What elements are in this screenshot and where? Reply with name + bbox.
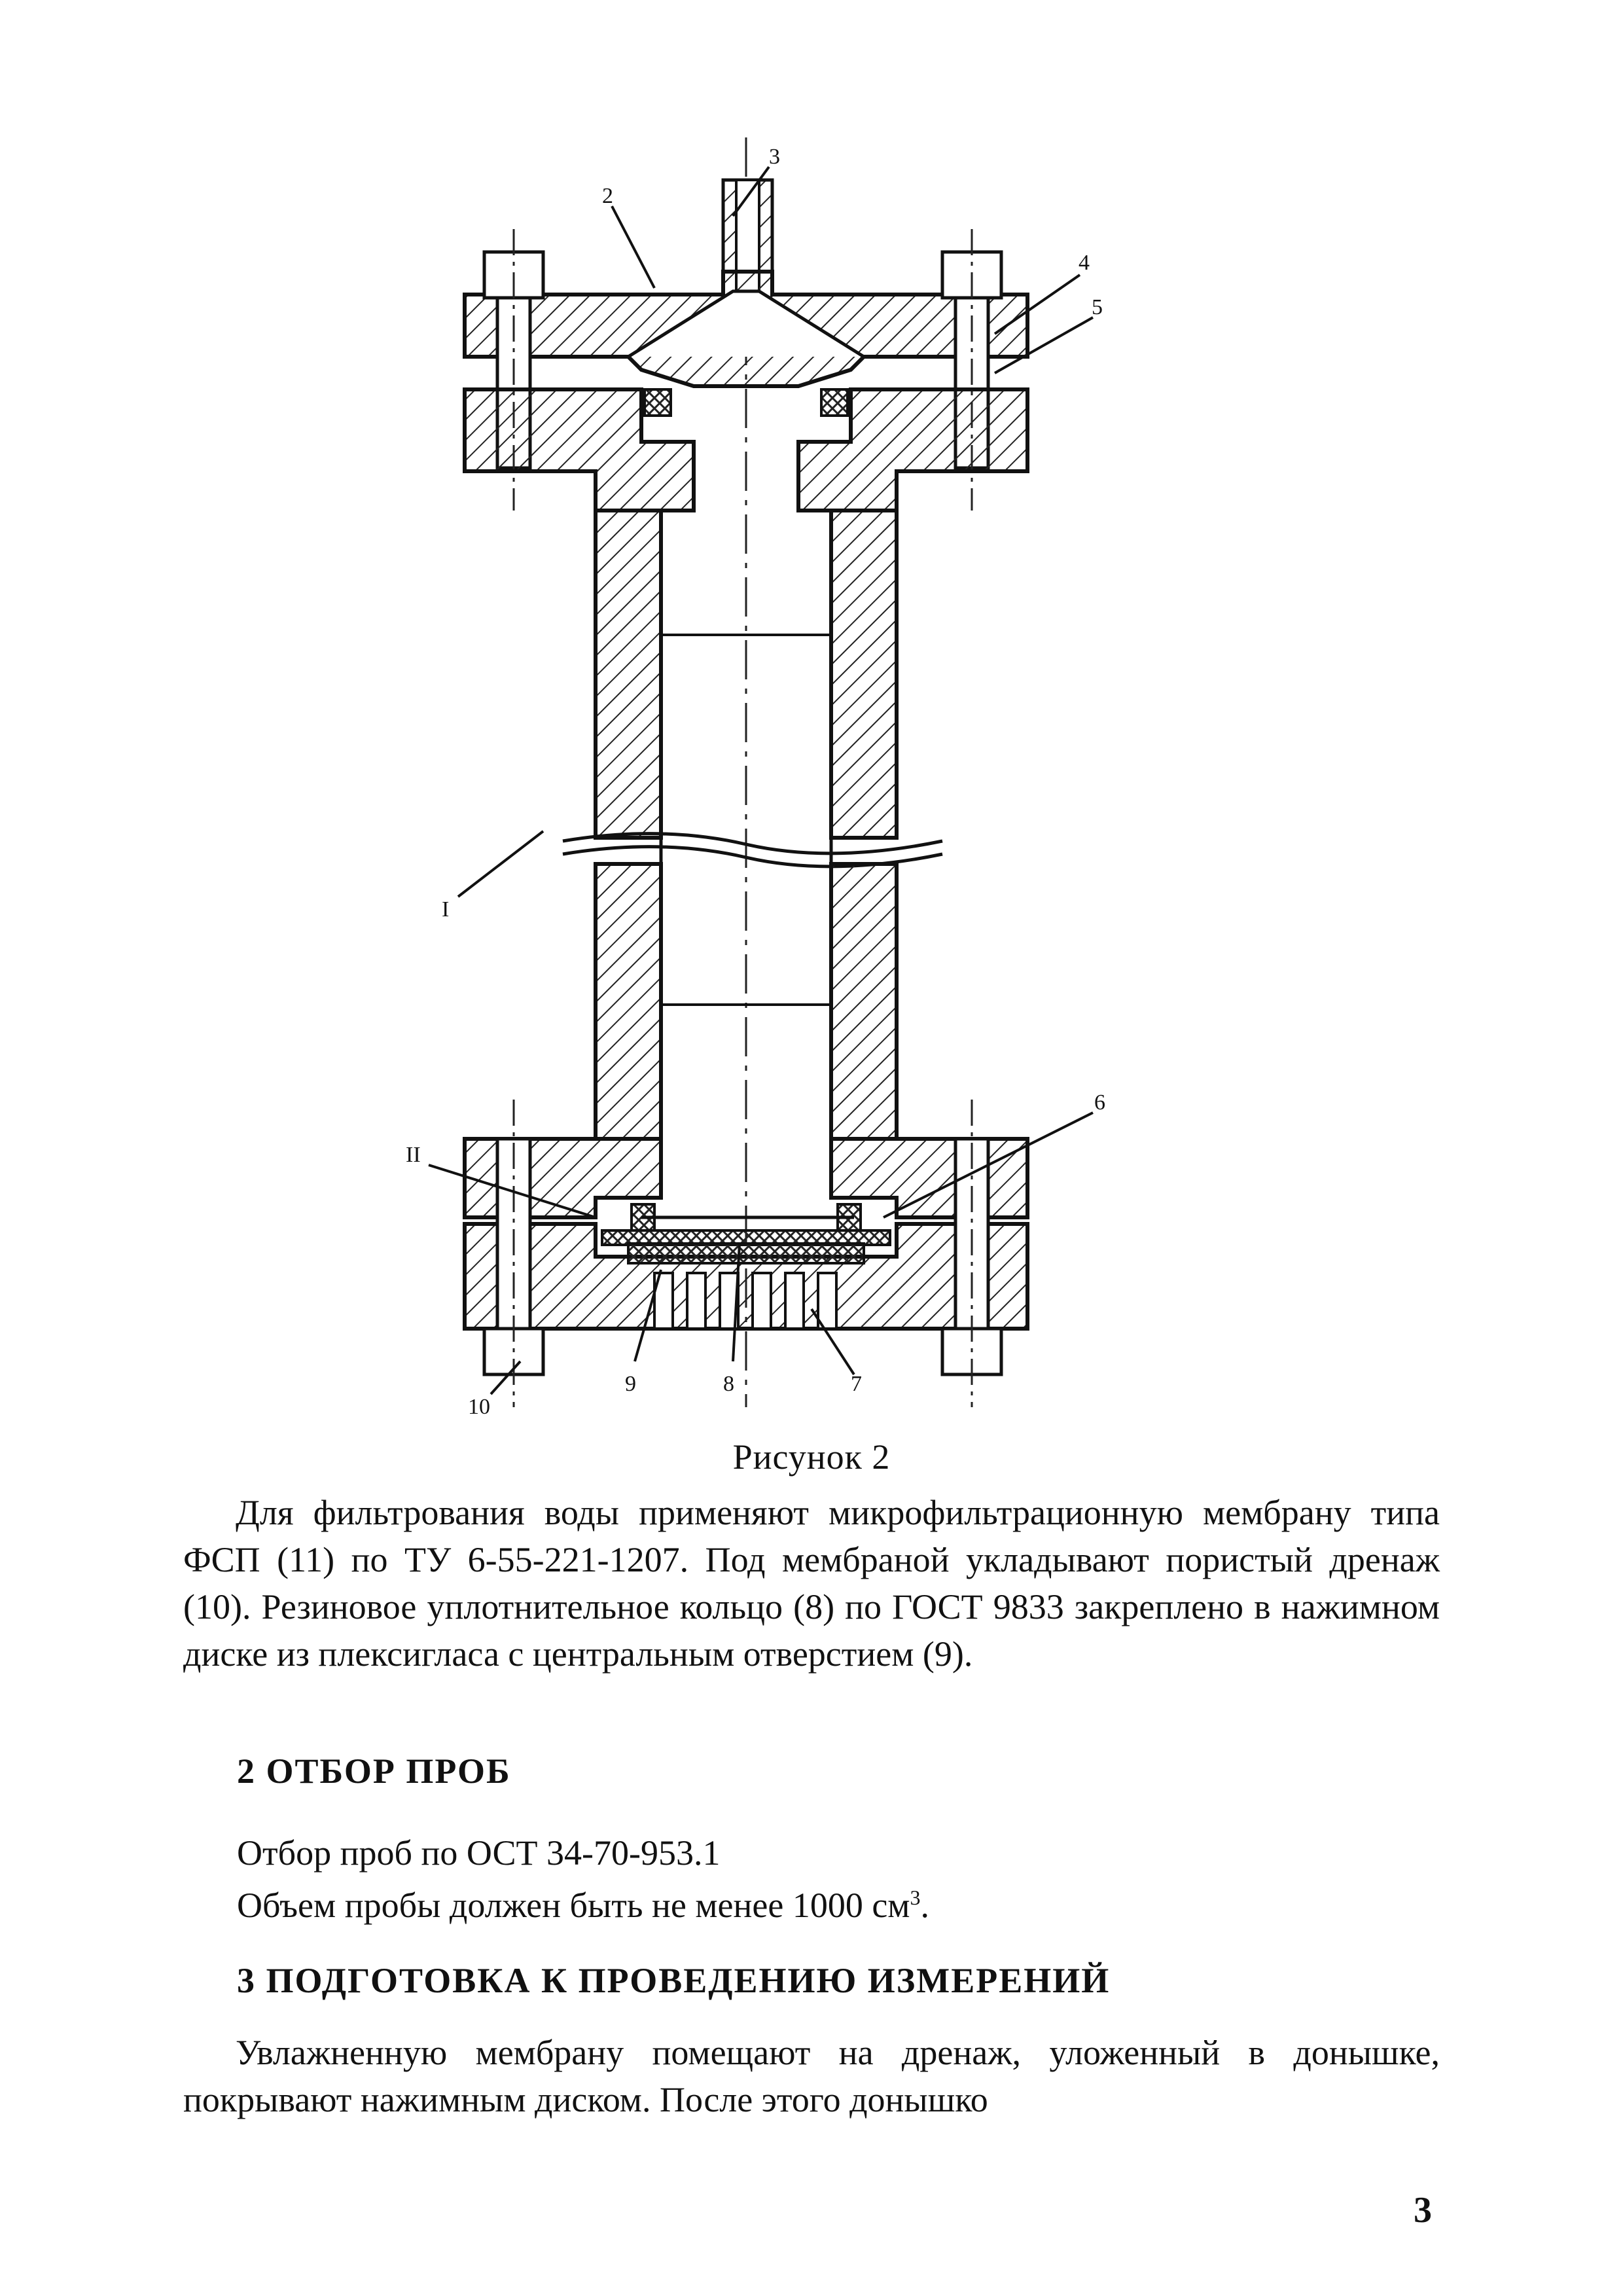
paragraph-preparation: Увлажненную мембрану помещают на дренаж, уложенный в донышке, покрывают нажимным диском. После этого донышко	[183, 2033, 1440, 2119]
heading-preparation: 3 ПОДГОТОВКА К ПРОВЕДЕНИЮ ИЗМЕРЕНИЙ	[237, 1961, 1111, 2000]
figure-caption: Рисунок 2	[732, 1437, 891, 1477]
heading-sampling: 2 ОТБОР ПРОБ	[237, 1751, 511, 1791]
label-8: 8	[723, 1372, 734, 1396]
unit-superscript: 3	[910, 1886, 921, 1909]
page-number: 3	[1414, 2190, 1432, 2231]
label-9: 9	[625, 1372, 636, 1396]
label-2: 2	[602, 184, 613, 208]
label-7: 7	[851, 1372, 862, 1396]
label-1: I	[442, 897, 450, 922]
label-4: 4	[1079, 251, 1090, 275]
label-11: II	[406, 1143, 421, 1167]
label-5: 5	[1092, 295, 1103, 319]
paragraph-filtration: Для фильтрования воды применяют микрофильтрационную мембрану типа ФСП (11) по ТУ 6-55-221-1207. Под мембраной укладывают пористый дренаж (10). Резиновое уплотнительное кольцо (8) по ГОСТ 9833 закреплено в нажимном диске из плексигласа с центральным отверстием (9).	[183, 1493, 1440, 1674]
sampling-line-2	[237, 1885, 929, 1926]
label-10: 10	[468, 1395, 490, 1419]
label-6: 6	[1094, 1090, 1105, 1115]
sampling-line-2-end: .	[920, 1886, 929, 1925]
sampling-line-1: Отбор проб по ОСТ 34-70-953.1	[237, 1833, 721, 1873]
sampling-line-2-text: Объем пробы должен быть не менее 1000 см	[237, 1886, 910, 1925]
technical-drawing	[366, 131, 1178, 1427]
filter-device-drawing	[366, 131, 1178, 1427]
label-3: 3	[769, 145, 780, 169]
